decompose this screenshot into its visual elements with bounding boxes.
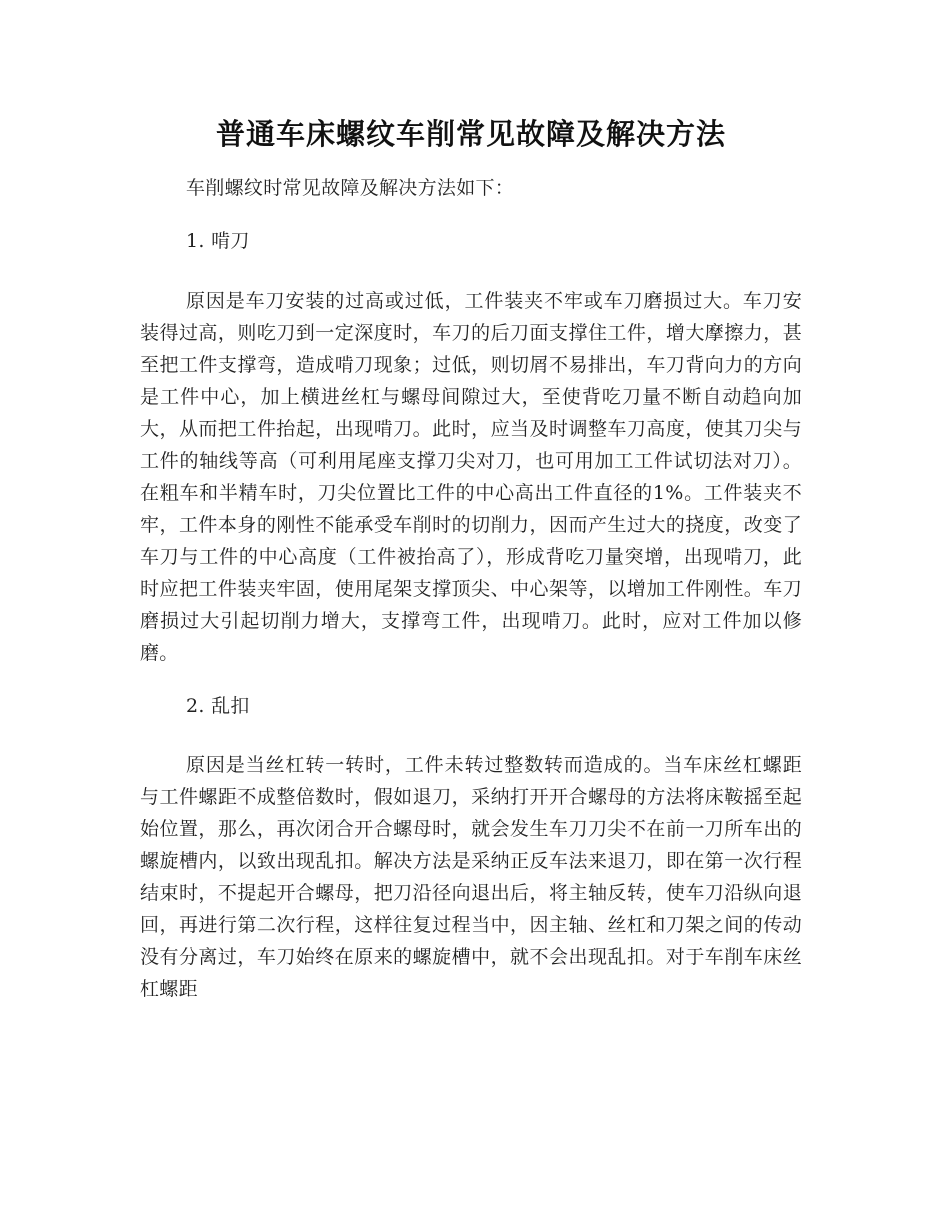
document-page xyxy=(140,108,802,1005)
document-title: 普通车床螺纹车削常见故障及解决方法 xyxy=(215,117,726,151)
intro-paragraph: 车削螺纹时常见故障及解决方法如下： xyxy=(186,177,515,199)
section-heading-2: 2. 乱扣 xyxy=(186,695,250,717)
section-body-2: 原因是当丝杠转一转时，工件未转过整数转而造成的。当车床丝杠螺距与工件螺距不成整倍数时，假如退刀，采纳打开开合螺母的方法将床鞍摇至起始位置，那么，再次闭合开合螺母时，就会发生车刀刀尖不在前一刀所车出的螺旋槽内，以致出现乱扣。解决方法是采纳正反车法来退刀，即在第一次行程结束时，不提起开合螺母，把刀沿径向退出后，将主轴反转，使车刀沿纵向退回，再进行第二次行程，这样往复过程当中，因主轴、丝杠和刀架之间的传动没有分离过，车刀始终在原来的螺旋槽中，就不会出现乱扣。对于车削车床丝杠螺距 xyxy=(140,754,802,1000)
section-body-1: 原因是车刀安装的过高或过低，工件装夹不牢或车刀磨损过大。车刀安装得过高，则吃刀到一定深度时，车刀的后刀面支撑住工件，增大摩擦力，甚至把工件支撑弯，造成啃刀现象；过低，则切屑不易排出，车刀背向力的方向是工件中心，加上横进丝杠与螺母间隙过大，至使背吃刀量不断自动趋向加大，从而把工件抬起，出现啃刀。此时，应当及时调整车刀高度，使其刀尖与工件的轴线等高（可利用尾座支撑刀尖对刀，也可用加工工件试切法对刀）。在粗车和半精车时，刀尖位置比工件的中心高出工件直径的1%。工件装夹不牢，工件本身的刚性不能承受车削时的切削力，因而产生过大的挠度，改变了车刀与工件的中心高度（工件被抬高了），形成背吃刀量突增，出现啃刀，此时应把工件装夹牢固，使用尾架支撑顶尖、中心架等，以增加工件刚性。车刀磨损过大引起切削力增大，支撑弯工件，出现啃刀。此时，应对工件加以修磨。 xyxy=(140,290,802,664)
section-heading-1: 1. 啃刀 xyxy=(186,230,250,252)
